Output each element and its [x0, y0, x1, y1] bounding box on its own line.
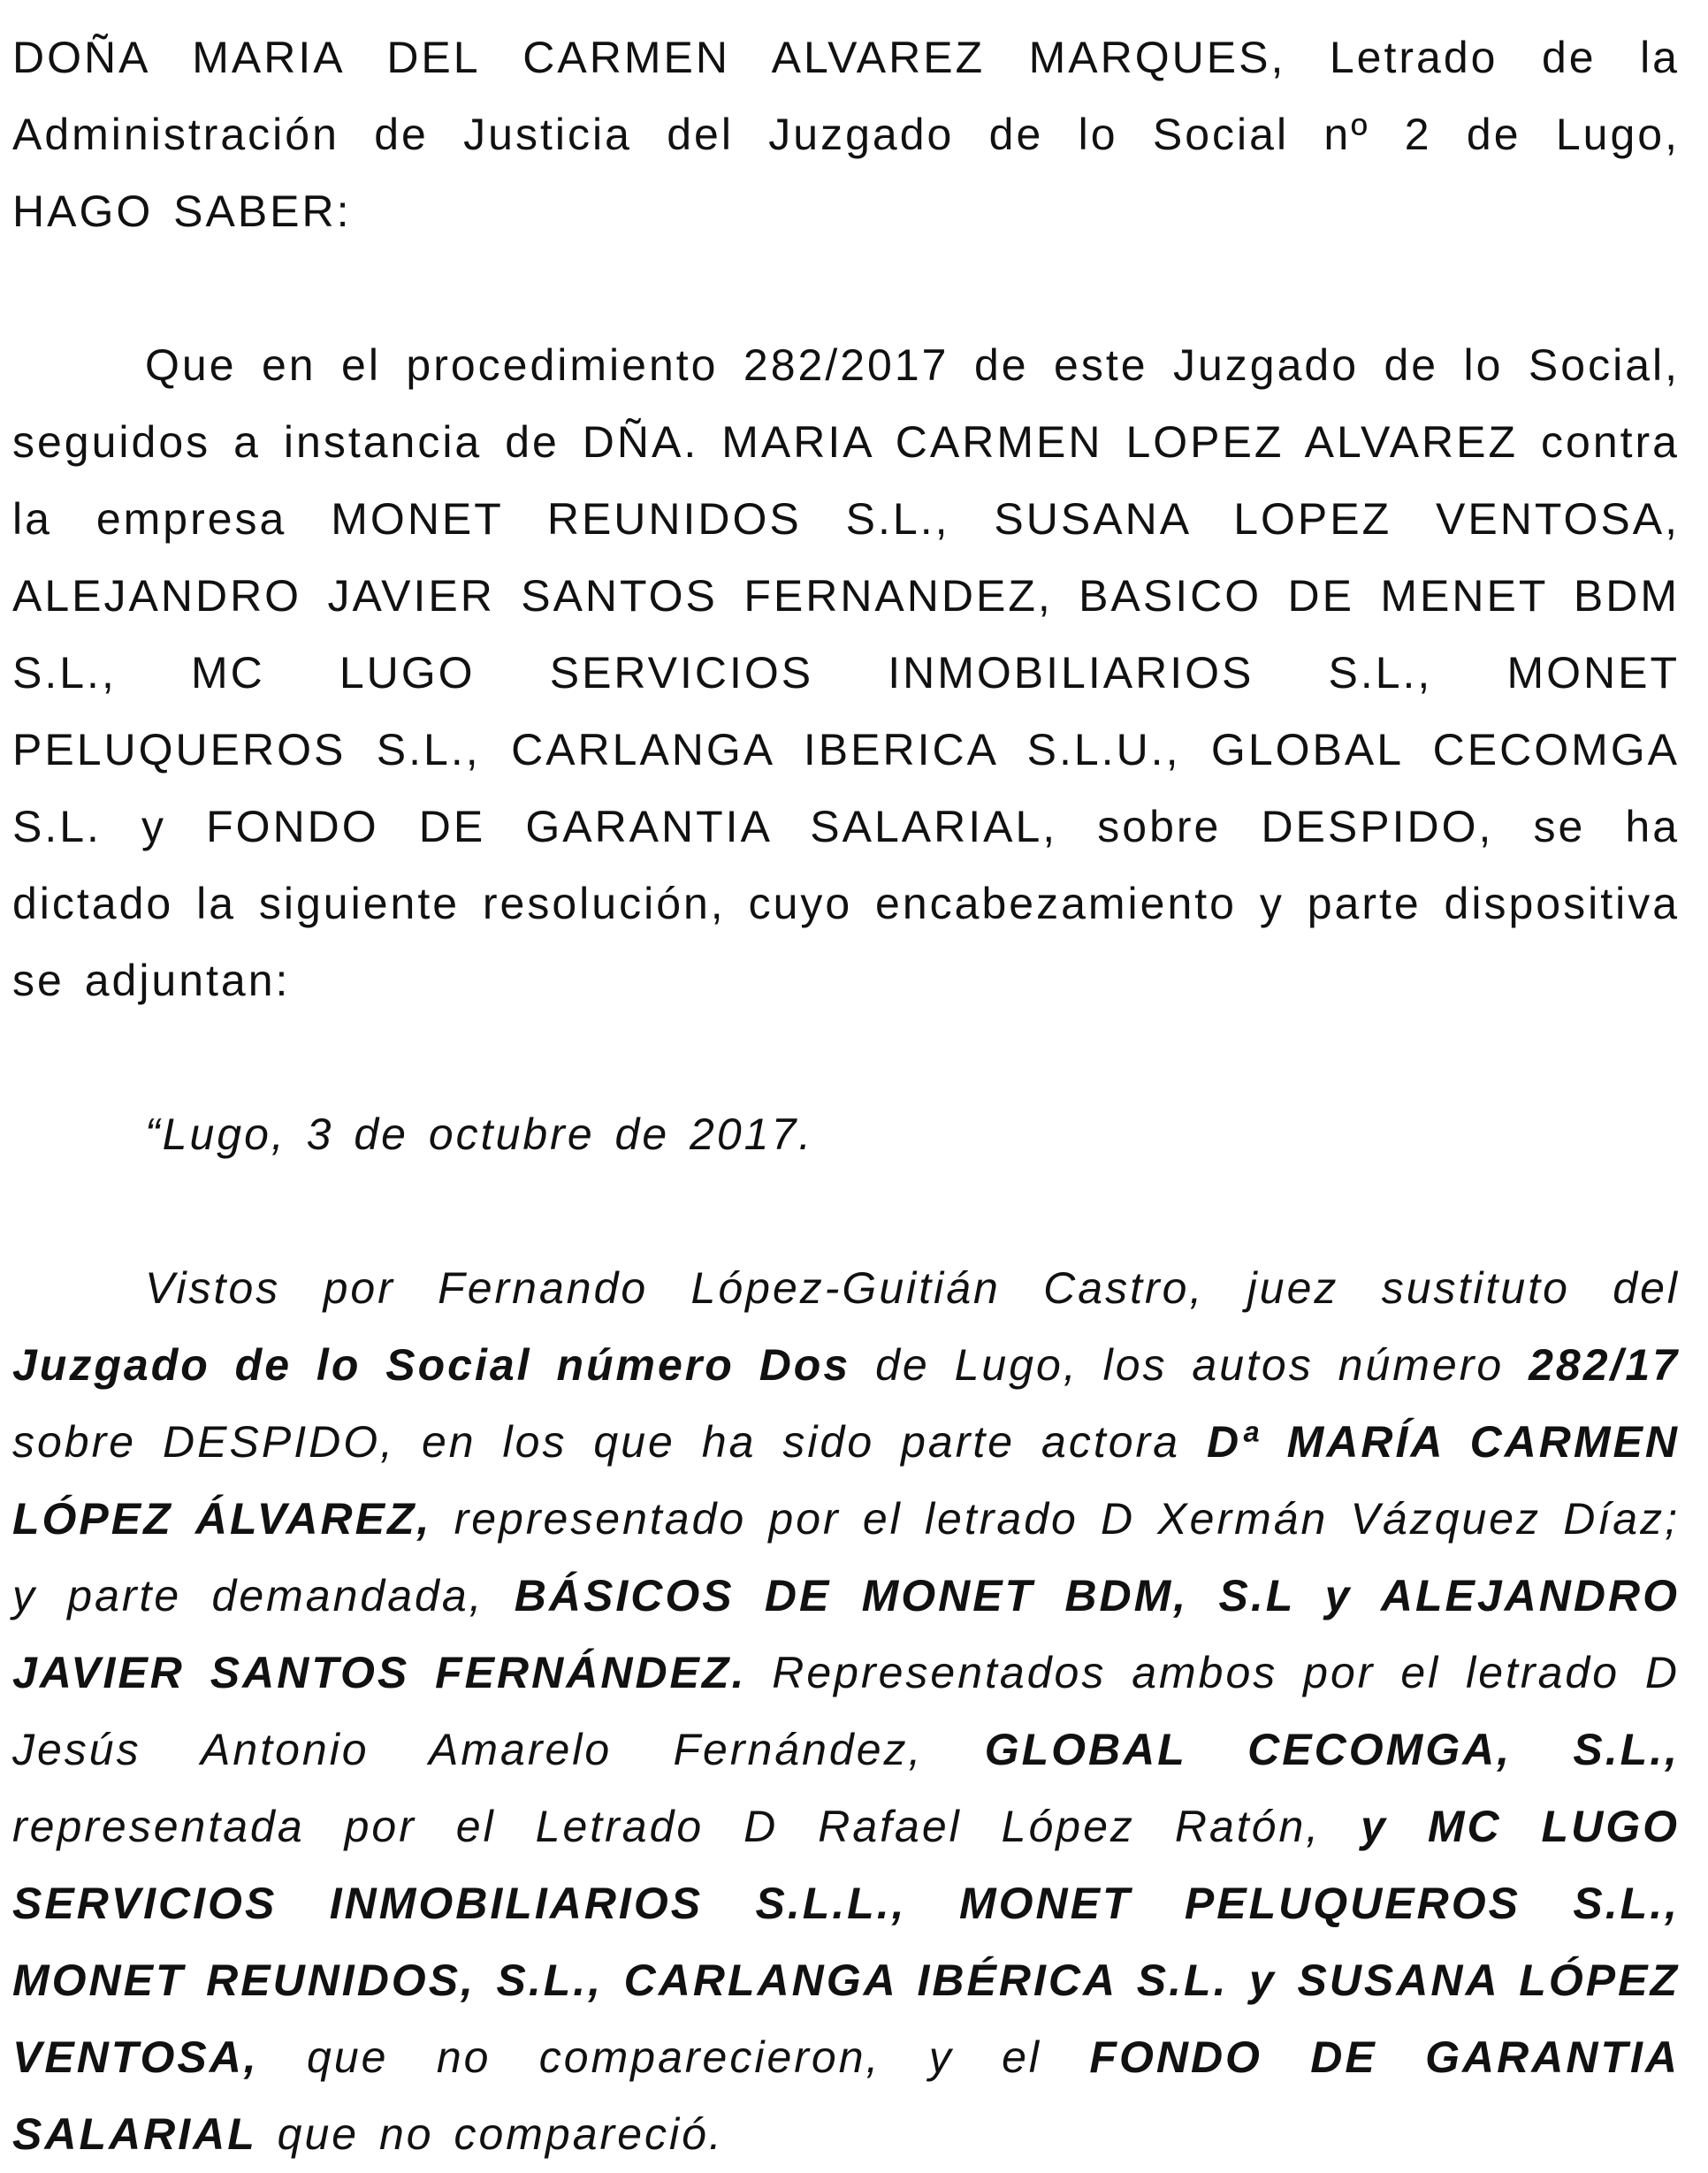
- vistos-text: Representados ambos por el letrado D Jesús Antonio Amarelo Fernández,: [12, 1648, 1680, 1774]
- document-page: [12, 19, 1680, 2173]
- intro-paragraph: Que en el procedimiento 282/2017 de este Juzgado de lo Social, seguidos a instancia de DÑA. MARIA CARMEN LOPEZ ALVAREZ contra la empresa MONET REUNIDOS S.L., SUSANA LOPEZ VENTOSA, ALEJANDRO JAVIER SANTOS FERNANDEZ, BASICO DE MENET BDM S.L., MC LUGO SERVICIOS INMOBILIARIOS S.L., MONET PELUQUEROS S.L., CARLANGA IBERICA S.L.U., GLOBAL CECOMGA S.L. y FONDO DE GARANTIA SALARIAL, sobre DESPIDO, se ha dictado la siguiente resolución, cuyo encabezamiento y parte dispositiva se adjuntan:: [12, 340, 1680, 1005]
- case-number: 282/17: [1529, 1340, 1681, 1390]
- vistos-paragraph: [12, 1250, 1680, 2173]
- fogasa-name: FONDO DE GARANTIA SALARIAL: [12, 2032, 1680, 2159]
- vistos-text: que no compareció.: [256, 2109, 724, 2159]
- vistos-text: Vistos por Fernando López-Guitián Castro, juez sustituto del: [145, 1263, 1680, 1313]
- vistos-text: sobre DESPIDO, en los que ha sido parte actora: [12, 1417, 1207, 1467]
- plaintiff-name: Dª MARÍA CARMEN LÓPEZ ÁLVAREZ,: [12, 1417, 1681, 1544]
- defendants-group-2: y MC LUGO SERVICIOS INMOBILIARIOS S.L.L., MONET PELUQUEROS S.L., MONET REUNIDOS, S.L., CARLANGA IBÉRICA S.L. y SUSANA LÓPEZ VENTOSA,: [12, 1802, 1680, 2082]
- header-paragraph: DOÑA MARIA DEL CARMEN ALVAREZ MARQUES, Letrado de la Administración de Justicia del Juzgado de lo Social nº 2 de Lugo, HAGO SABER:: [12, 33, 1680, 236]
- defendant-global-cecomga: GLOBAL CECOMGA, S.L.,: [984, 1725, 1680, 1774]
- resolution-date-line: “Lugo, 3 de octubre de 2017.: [145, 1109, 814, 1159]
- court-name: Juzgado de lo Social número Dos: [12, 1340, 851, 1390]
- vistos-text: representada por el Letrado D Rafael López Ratón,: [12, 1802, 1361, 1851]
- vistos-text: de Lugo, los autos número: [850, 1340, 1529, 1390]
- vistos-text: que no comparecieron, y el: [258, 2032, 1090, 2082]
- vistos-text: representado por el letrado D Xermán Vázquez Díaz; y parte demandada,: [12, 1494, 1680, 1620]
- defendants-group-1: BÁSICOS DE MONET BDM, S.L y ALEJANDRO JAVIER SANTOS FERNÁNDEZ.: [12, 1571, 1680, 1697]
